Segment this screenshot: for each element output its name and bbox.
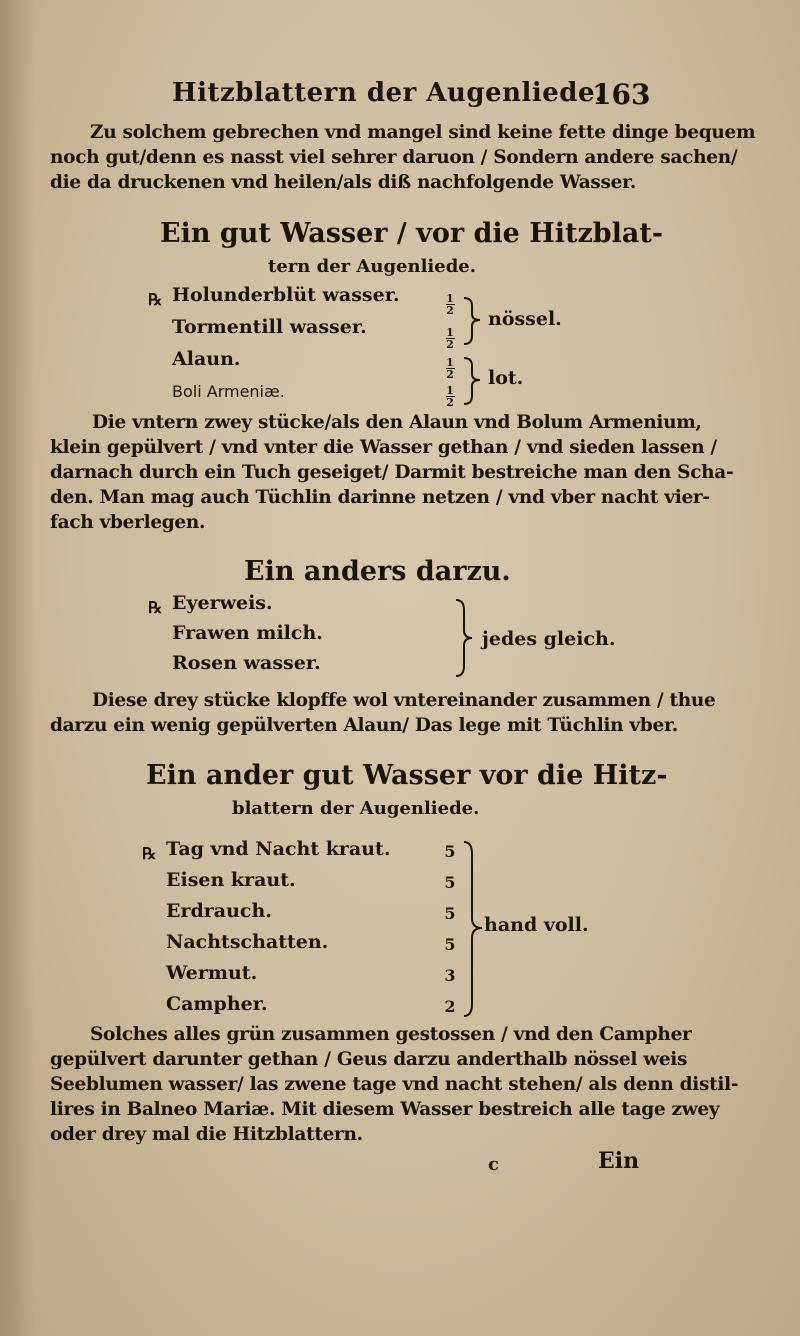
recipe3-heading-cont: blattern der Augenliede. bbox=[232, 798, 480, 819]
recipe2-heading: Ein anders darzu. bbox=[244, 556, 511, 587]
intro-line: noch gut/denn es nasst viel sehrer daruon / Sondern andere sachen/ bbox=[50, 147, 738, 168]
recipe2-text-line: Diese drey stücke klopffe wol vntereinander zusammen / thue bbox=[92, 690, 716, 711]
ingredient: Nachtschatten. bbox=[166, 931, 329, 953]
brace bbox=[454, 598, 484, 678]
catchword: Ein bbox=[598, 1148, 640, 1174]
quantity: 3 bbox=[444, 966, 456, 985]
quantity-fraction: 1 2 bbox=[446, 356, 454, 381]
quantity: 5 bbox=[444, 873, 456, 892]
recipe-symbol: ℞ bbox=[148, 290, 163, 309]
recipe1-text-line: klein gepülvert / vnd vnter die Wasser gethan / vnd sieden lassen / bbox=[50, 437, 717, 458]
ingredient: Frawen milch. bbox=[172, 622, 323, 644]
recipe1-text-line: Die vntern zwey stücke/als den Alaun vnd Bolum Armenium, bbox=[92, 412, 702, 433]
running-head: Hitzblattern der Augenliede. bbox=[172, 78, 605, 108]
ingredient: Campher. bbox=[166, 993, 268, 1015]
recipe3-heading: Ein ander gut Wasser vor die Hitz- bbox=[146, 760, 668, 791]
recipe1-text-line: darnach durch ein Tuch geseiget/ Darmit bestreiche man den Scha- bbox=[50, 462, 734, 483]
quantity-fraction: 1 2 bbox=[446, 384, 454, 409]
page-number: 163 bbox=[592, 78, 651, 111]
ingredient: Eisen kraut. bbox=[166, 869, 296, 891]
intro-line: Zu solchem gebrechen vnd mangel sind keine fette dinge bequem bbox=[90, 122, 756, 143]
quantity: 5 bbox=[444, 904, 456, 923]
ingredient: Tag vnd Nacht kraut. bbox=[166, 838, 391, 860]
recipe3-text-line: Solches alles grün zusammen gestossen / vnd den Campher bbox=[90, 1024, 692, 1045]
recipe3-text-line: gepülvert darunter gethan / Geus darzu anderthalb nössel weis bbox=[50, 1049, 688, 1070]
ingredient: Wermut. bbox=[166, 962, 258, 984]
recipe3-text-line: lires in Balneo Mariæ. Mit diesem Wasser bestreich alle tage zwey bbox=[50, 1099, 720, 1120]
intro-line: die da druckenen vnd heilen/als diß nachfolgende Wasser. bbox=[50, 172, 637, 193]
unit-label: nössel. bbox=[488, 308, 562, 330]
recipe1-text-line: den. Man mag auch Tüchlin darinne netzen / vnd vber nacht vier- bbox=[50, 487, 710, 508]
unit-label: lot. bbox=[488, 367, 524, 389]
ingredient: Rosen wasser. bbox=[172, 652, 321, 674]
quantity-fraction: 1 2 bbox=[446, 292, 454, 317]
ingredient: Holunderblüt wasser. bbox=[172, 284, 400, 306]
recipe3-text-line: oder drey mal die Hitzblattern. bbox=[50, 1124, 363, 1145]
recipe3-text-line: Seeblumen wasser/ las zwene tage vnd nacht stehen/ als denn distil- bbox=[50, 1074, 739, 1095]
ingredient: Alaun. bbox=[172, 348, 241, 370]
ingredient: Eyerweis. bbox=[172, 592, 273, 614]
quantity: 5 bbox=[444, 842, 456, 861]
recipe-symbol: ℞ bbox=[142, 844, 157, 863]
quantity: 2 bbox=[444, 997, 456, 1016]
recipe-symbol: ℞ bbox=[148, 598, 163, 617]
quantity: 5 bbox=[444, 935, 456, 954]
recipe1-heading: Ein gut Wasser / vor die Hitzblat- bbox=[160, 218, 664, 249]
recipe1-text-line: fach vberlegen. bbox=[50, 512, 206, 533]
recipe1-heading-cont: tern der Augenliede. bbox=[268, 256, 477, 277]
ingredient: Boli Armeniæ. bbox=[172, 382, 285, 401]
quantity-fraction: 1 2 bbox=[446, 326, 454, 351]
recipe2-text-line: darzu ein wenig gepülverten Alaun/ Das lege mit Tüchlin vber. bbox=[50, 715, 678, 736]
ingredient: Tormentill wasser. bbox=[172, 316, 367, 338]
ingredient: Erdrauch. bbox=[166, 900, 272, 922]
page-binding-shadow bbox=[0, 0, 34, 1336]
quantity-label: jedes gleich. bbox=[482, 628, 616, 650]
signature-mark: c bbox=[488, 1154, 499, 1175]
quantity-label: hand voll. bbox=[484, 914, 589, 936]
